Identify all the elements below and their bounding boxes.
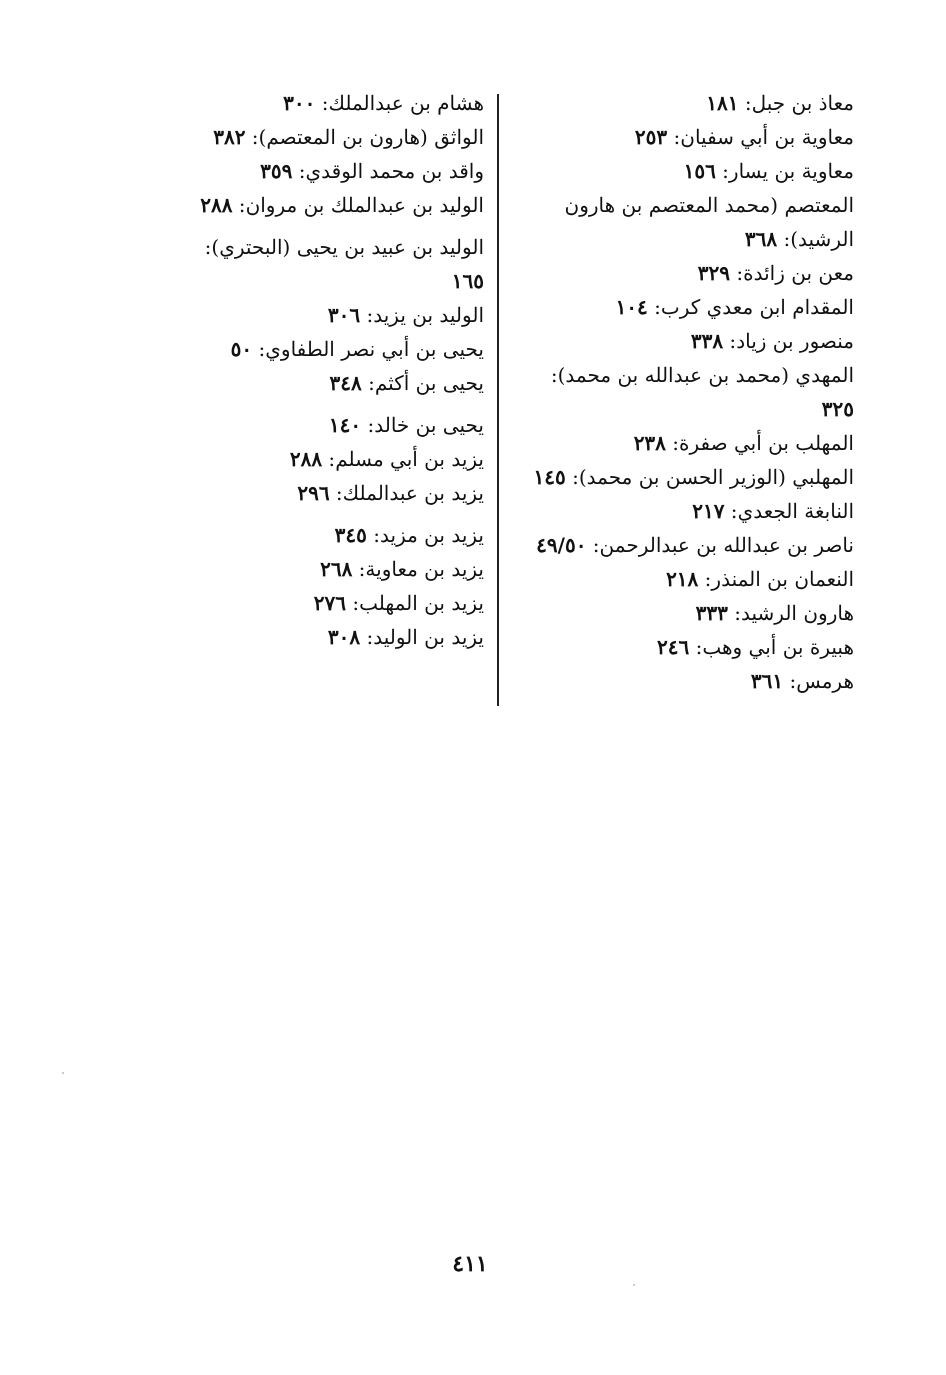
index-entry xyxy=(524,154,854,188)
index-entry-page: ٢٧٦ xyxy=(313,591,347,615)
index-entry-name: يزيد بن مزيد xyxy=(380,523,484,547)
index-entry-page: ٣٣٣ xyxy=(695,601,728,625)
index-entry-name: معن بن زائدة xyxy=(743,261,854,285)
index-entry-name: النابغة الجعدي xyxy=(737,499,854,523)
index-entry-separator: : xyxy=(586,533,600,557)
index-entry-page: ٣٠٠ xyxy=(283,91,316,115)
index-entry-separator: : xyxy=(724,499,738,523)
index-entry-separator: : xyxy=(550,363,558,387)
index-entry-page: ٣٦٨ xyxy=(744,227,778,251)
index-entry-separator: : xyxy=(329,481,343,505)
index-entry-page: ٢٥٣ xyxy=(634,125,668,149)
index-entry xyxy=(184,86,484,120)
index-entry xyxy=(524,528,854,562)
index-entry-separator: : xyxy=(366,523,381,547)
index-entry-name: يزيد بن الوليد xyxy=(373,625,484,649)
index-entry xyxy=(184,518,484,552)
index-entry-page: ١٠٤ xyxy=(615,295,648,319)
index-entry-page: ٣٠٦ xyxy=(327,303,361,327)
index-entry xyxy=(184,120,484,154)
index-entry xyxy=(184,408,484,442)
index-entry-name: ناصر بن عبدالله بن عبدالرحمن xyxy=(599,533,854,557)
index-entry-page: ٢١٧ xyxy=(692,499,725,523)
index-entry xyxy=(524,664,854,698)
index-entry-separator: : xyxy=(730,261,744,285)
index-entry-separator: : xyxy=(698,567,712,591)
index-entry-page: ٢٩٦ xyxy=(297,481,330,505)
index-entry-name: المهلبي (الوزير الحسن بن محمد) xyxy=(578,465,854,489)
index-entry-name: الواثق (هارون بن المعتصم) xyxy=(258,125,484,149)
index-entry xyxy=(524,188,854,256)
index-entry-separator: : xyxy=(723,329,737,353)
index-entry-name: النعمان بن المنذر xyxy=(711,567,854,591)
index-entry-separator: : xyxy=(322,447,336,471)
index-entry-name: يزيد بن عبدالملك xyxy=(342,481,484,505)
index-entry-separator: : xyxy=(665,431,680,455)
index-entry-name: معاوية بن أبي سفيان xyxy=(680,125,854,149)
index-column-right xyxy=(524,86,854,698)
index-entry-page: ٣٠٨ xyxy=(327,625,361,649)
index-entry xyxy=(524,494,854,528)
index-entry-name: واقد بن محمد الوقدي xyxy=(305,159,484,183)
index-entry xyxy=(524,460,854,494)
index-entry-separator: : xyxy=(245,125,259,149)
index-entry-page: ٢٣٨ xyxy=(633,431,666,455)
index-entry-separator: : xyxy=(346,591,360,615)
index-entry-page: ٢١٨ xyxy=(666,567,699,591)
index-entry-name: هارون الرشيد xyxy=(741,601,854,625)
index-entry xyxy=(184,552,484,586)
index-entry-name: هبيرة بن أبي وهب xyxy=(702,635,854,659)
index-entry-page: ٣٢٩ xyxy=(697,261,731,285)
index-entry-separator: : xyxy=(777,227,791,251)
index-entry-page: ٢٦٨ xyxy=(320,557,353,581)
index-entry xyxy=(524,290,854,324)
index-entry xyxy=(184,476,484,510)
index-entry-page: ٣٤٥ xyxy=(334,523,367,547)
index-entry-name: الوليد بن عبيد بن يحيى (البحتري) xyxy=(211,235,484,259)
index-entry xyxy=(184,332,484,366)
index-entry-separator: : xyxy=(361,371,375,395)
index-entry-separator: : xyxy=(667,125,681,149)
index-entry-page: ٣٥٩ xyxy=(260,159,293,183)
index-entry-name: يحيى بن أكثم xyxy=(374,371,484,395)
index-entry-name: المهدي (محمد بن عبدالله بن محمد) xyxy=(557,363,854,387)
index-entry-name: معاوية بن يسار xyxy=(728,159,854,183)
index-entry-page: ٣٣٨ xyxy=(690,329,724,353)
column-divider xyxy=(497,94,499,706)
index-entry xyxy=(184,154,484,188)
index-entry-page: ٣٢٥ xyxy=(821,397,854,421)
index-entry-separator: : xyxy=(647,295,661,319)
page-number: ٤١١ xyxy=(452,1251,488,1277)
index-entry-separator: : xyxy=(360,625,374,649)
index-entry-name: المقدام ابن معدي كرب xyxy=(660,295,854,319)
index-entry-page: ١٤٠ xyxy=(328,413,362,437)
index-entry-name: الوليد بن عبدالملك بن مروان xyxy=(245,193,484,217)
index-entry-name: هشام بن عبدالملك xyxy=(328,91,484,115)
index-entry-page: ١٥٦ xyxy=(683,159,716,183)
index-entry xyxy=(184,366,484,400)
index-entry-separator: : xyxy=(352,557,366,581)
index-entry xyxy=(524,358,854,426)
index-entry-separator: : xyxy=(232,193,246,217)
index-entry-separator: : xyxy=(361,413,375,437)
index-entry-separator: : xyxy=(292,159,306,183)
index-entry xyxy=(184,230,484,298)
index-entry-name: المعتصم (محمد المعتصم بن هارون الرشيد) xyxy=(564,193,854,251)
index-entry-separator: : xyxy=(360,303,374,327)
index-entry xyxy=(524,324,854,358)
index-entry-name: يزيد بن معاوية xyxy=(365,557,484,581)
index-entry xyxy=(524,562,854,596)
index-column-left xyxy=(184,86,484,654)
index-entry-separator: : xyxy=(738,91,752,115)
index-entry-page: ٢٨٨ xyxy=(289,447,323,471)
scan-speck xyxy=(633,1284,635,1286)
index-entry xyxy=(184,586,484,620)
index-entry-name: الوليد بن يزيد xyxy=(373,303,484,327)
index-entry-page: ١٤٥ xyxy=(533,465,566,489)
index-entry xyxy=(184,188,484,222)
index-entry-separator: : xyxy=(565,465,579,489)
index-entry-page: ١٨١ xyxy=(706,91,739,115)
index-entry xyxy=(184,442,484,476)
index-entry-separator: : xyxy=(715,159,729,183)
index-entry xyxy=(524,256,854,290)
index-entry xyxy=(524,630,854,664)
index-entry-separator: : xyxy=(315,91,329,115)
index-entry-page: ٢٨٨ xyxy=(200,193,233,217)
index-entry-page: ٢٤٦ xyxy=(657,635,690,659)
index-entry xyxy=(184,620,484,654)
index-entry xyxy=(524,426,854,460)
index-entry-name: المهلب بن أبي صفرة xyxy=(679,431,854,455)
index-entry-name: يزيد بن أبي مسلم xyxy=(335,447,484,471)
index-entry xyxy=(524,86,854,120)
scan-speck xyxy=(62,1072,64,1074)
index-entry-page: ٤٩/٥٠ xyxy=(536,533,587,557)
index-entry xyxy=(524,596,854,630)
index-entry-separator: : xyxy=(204,235,212,259)
index-entry-page: ٣٨٢ xyxy=(213,125,246,149)
index-entry-name: يحيى بن أبي نصر الطفاوي xyxy=(265,337,484,361)
index-entry-name: معاذ بن جبل xyxy=(751,91,854,115)
index-entry xyxy=(184,298,484,332)
index-entry-page: ١٦٥ xyxy=(451,269,484,293)
index-entry-separator: : xyxy=(689,635,703,659)
index-entry xyxy=(524,120,854,154)
index-entry-name: يحيى بن خالد xyxy=(374,413,484,437)
index-entry-separator: : xyxy=(727,601,742,625)
index-entry-page: ٣٤٨ xyxy=(329,371,362,395)
index-entry-separator: : xyxy=(252,337,266,361)
index-entry-name: منصور بن زياد xyxy=(736,329,854,353)
index-entry-page: ٣٦١ xyxy=(750,669,784,693)
index-entry-name: هرمس xyxy=(796,669,854,693)
index-entry-separator: : xyxy=(783,669,797,693)
index-entry-page: ٥٠ xyxy=(230,337,253,361)
index-entry-name: يزيد بن المهلب xyxy=(359,591,484,615)
